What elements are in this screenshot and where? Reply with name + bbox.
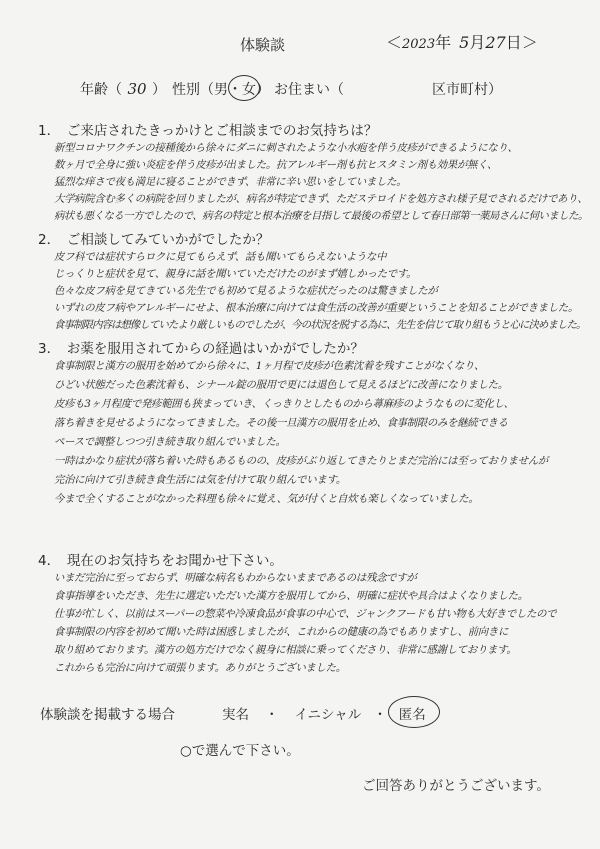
section-3-answer-line: 今まで全くすることがなかった料理も徐々に覚え、気が付くと自炊も楽しくなっていました。 (54, 493, 479, 505)
date-month-unit: 月 (469, 33, 486, 52)
profile-row (80, 79, 502, 99)
section-2-heading: 2． ご相談してみていかがでしたか？ (38, 232, 270, 248)
address-suffix: 区市町村） (432, 82, 502, 98)
section-1-answer-line: 新型コロナワクチンの接種後から徐々にダニに刺されたような小水疱を伴う皮疹ができるようになり、 (54, 142, 518, 154)
section-3-answer-line: ペースで調整しつつ引き続き取り組んでいました。 (54, 436, 286, 448)
section-3-answer-line: 一時はかなり症状が落ち着いた時もあるものの、皮疹がぶり返してきたりとまだ完治には至っておりませんが (54, 455, 549, 467)
anonymous-selected-circle (388, 696, 440, 728)
publish-label: 体験談を掲載する場合 (40, 707, 175, 723)
sex-female-option: 女 (242, 82, 256, 98)
section-1-answer-line: 病状も悪くなる一方でしたので、病名の特定と根本治療を目指して最後の希望として春日部第一薬局さんに伺いました。 (54, 210, 588, 222)
section-3-answer-line: 落ち着きを見せるようになってきました。その後一旦漢方の服用を止め、食事制限のみを継続できる (54, 417, 508, 429)
section-3-heading: 3． お薬を服用されてからの経過はいかがでしたか？ (38, 341, 364, 357)
section-4-answer-line: 仕事が忙しく、以前はスーパーの惣菜や冷凍食品が食事の中心で、ジャンクフードも甘い物も大好きでしたので (54, 608, 557, 620)
address-label: お住まい（ (274, 82, 344, 98)
section-3-answer-line: 皮疹も3ヶ月程度で発疹範囲も狭まっていき、くっきりとしたものから蕁麻疹のようなものに変化し、 (54, 398, 514, 410)
age-label: 年齢（ (80, 82, 122, 98)
section-1-answer-line: 大学病院含む多くの病院を回りましたが、病名が特定できず、ただステロイドを処方され様子見でされるだけであり、 (54, 193, 588, 205)
publish-option-real-name: 実名 (222, 707, 249, 723)
section-2-answer-line: 色々な皮フ病を見てきている先生でも初めて見るような症状だったのは驚きましたが (54, 285, 438, 297)
date-field (386, 30, 538, 53)
section-1-answer-line: 数ヶ月で全身に強い炎症を伴う皮疹が出ました。抗アレルギー剤も抗ヒスタミン剤も効果が無く、 (54, 159, 498, 171)
date-month: 5 (459, 33, 470, 52)
form-title: 体験談 (240, 36, 286, 54)
section-2-answer-line: いずれの皮フ病やアレルギーにせよ、根本治療に向けては食生活の改善が重要ということを知ることができました。 (54, 302, 579, 314)
section-3-answer-line: 食事制限と漢方の服用を始めてから徐々に、1ヶ月程で皮疹が色素沈着を残すことがなくなり、 (54, 360, 485, 372)
section-2-answer-line: じっくりと症状を見て、親身に話を聞いていただけたのがまず嬉しかったです。 (54, 268, 417, 280)
date-day-unit: 日 (505, 33, 522, 52)
sex-male-circle (228, 75, 260, 101)
section-1-answer-line: 猛烈な痒さで夜も満足に寝ることができず、非常に辛い思いをしていました。 (54, 176, 407, 188)
sex-male-option: 男 (214, 82, 228, 98)
date-year-unit: 年 (435, 33, 452, 52)
publish-instruction: ○で選んで下さい。 (180, 743, 300, 759)
sex-label: 性別（ (172, 82, 214, 98)
publish-separator: ・ (373, 707, 387, 723)
publish-separator: ・ (265, 707, 279, 723)
section-2-answer-line: 食事制限内容は想像していたより厳しいものでしたが、今の状況を脱する為に、先生を信じて取り組もうと心に決めました。 (54, 319, 586, 331)
section-4-answer-line: 食事指導をいただき、先生に選定いただいた漢方を服用してから、明確に症状や具合はよくなりました。 (54, 590, 528, 602)
section-4-answer-line: いまだ完治に至っておらず、明確な病名もわからないままであるのは残念ですが (54, 572, 417, 584)
date-day: 27 (485, 33, 506, 52)
sex-close: ） (256, 82, 270, 98)
section-1-heading: 1． ご来店されたきっかけとご相談までのお気持ちは？ (38, 123, 378, 139)
section-3-answer-line: ひどい状態だった色素沈着も、シナール錠の服用で更には退色して見えるほどに改善になりました。 (54, 379, 508, 391)
date-open-bracket: ＜ (386, 33, 403, 52)
closing-thanks: ご回答ありがとうございます。 (362, 778, 550, 794)
section-2-answer-line: 皮フ科では症状すらロクに見てもらえず、話も聞いてもらえないような中 (54, 251, 387, 263)
publish-option-initials: イニシャル (294, 707, 362, 723)
date-close-bracket: ＞ (521, 33, 538, 52)
sex-separator: ・ (228, 82, 242, 98)
section-4-answer-line: 取り組めております。漢方の処方だけでなく親身に相談に乗ってくださり、非常に感謝しております。 (54, 644, 517, 656)
section-4-answer-line: これからも完治に向けて頑張ります。ありがとうございました。 (54, 662, 346, 674)
section-4-answer-line: 食事制限の内容を初めて聞いた時は困惑しましたが、これからの健康の為でもありますし、前向きに (54, 626, 509, 638)
date-year: 2023 (402, 37, 436, 52)
publish-option-anonymous: 匿名 (398, 707, 426, 723)
section-3-answer-line: 完治に向けて引き続き食生活には気を付けて取り組んでいます。 (54, 474, 346, 486)
section-4-heading: 4． 現在のお気持ちをお聞かせ下さい。 (38, 553, 283, 569)
age-value: 30 (127, 80, 147, 98)
age-close: ） (152, 82, 166, 98)
